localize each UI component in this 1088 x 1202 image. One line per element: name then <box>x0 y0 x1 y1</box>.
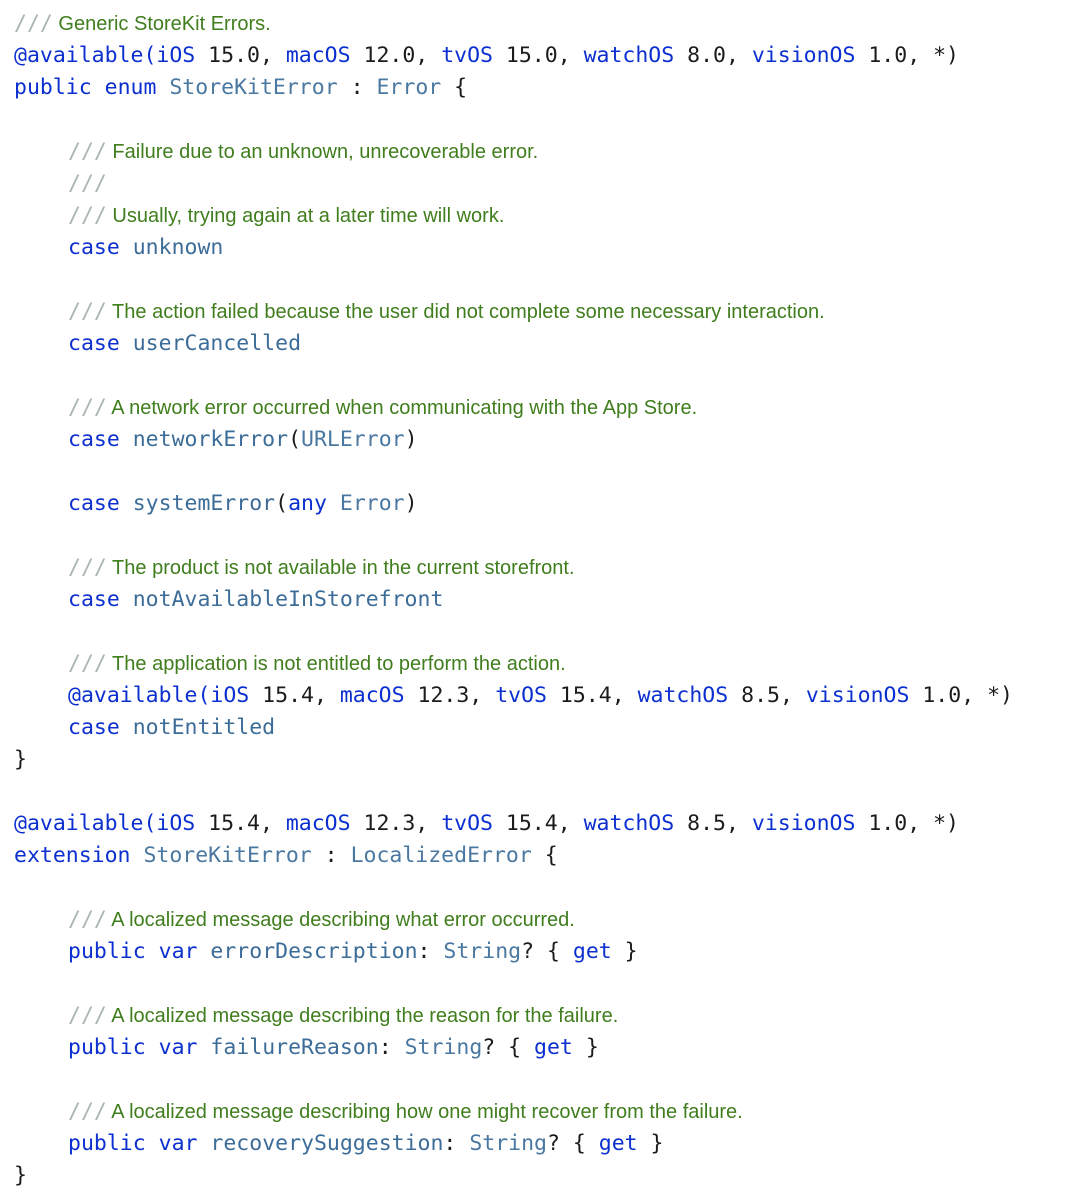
comment-slashes: /// <box>68 171 107 196</box>
case-keyword: case <box>68 331 120 356</box>
case-keyword: case <box>68 235 120 260</box>
getter-open: ? { <box>521 939 573 964</box>
getter-close: } <box>611 939 638 964</box>
platform-ios: iOS <box>156 811 196 836</box>
case-comment: A network error occurred when communicating with the App Store. <box>111 397 698 419</box>
public-keyword: public <box>68 1131 146 1156</box>
case-keyword: case <box>68 715 120 740</box>
available-attribute <box>14 680 1084 712</box>
get-keyword: get <box>572 939 612 964</box>
property-recovery-suggestion <box>14 1128 1084 1160</box>
doc-comment-line <box>14 296 1084 328</box>
open-paren: ( <box>288 427 302 452</box>
property-name: recoverySuggestion <box>210 1131 444 1156</box>
conformance-type: Error <box>376 75 442 100</box>
var-keyword: var <box>158 939 198 964</box>
enum-declaration <box>14 72 1084 104</box>
open-brace: { <box>441 75 468 100</box>
available-attribute <box>14 40 1084 72</box>
colon: : <box>417 939 444 964</box>
version-tvos: 15.4, <box>546 683 638 708</box>
case-unknown <box>14 232 1084 264</box>
open-brace: { <box>531 843 558 868</box>
getter-close: } <box>572 1035 599 1060</box>
comment-slashes: /// <box>68 139 107 164</box>
comment-slashes: /// <box>68 1099 107 1124</box>
platform-tvos: tvOS <box>441 43 493 68</box>
available-keyword: @available( <box>14 43 157 68</box>
case-keyword: case <box>68 587 120 612</box>
var-keyword: var <box>158 1131 198 1156</box>
case-name: networkError <box>132 427 289 452</box>
comment-slashes: /// <box>68 1003 107 1028</box>
case-user-cancelled <box>14 328 1084 360</box>
enum-name: StoreKitError <box>169 75 338 100</box>
colon: : <box>337 75 377 100</box>
version-visionos: 1.0, *) <box>855 811 959 836</box>
property-comment: A localized message describing how one might recover from the failure. <box>111 1101 743 1123</box>
platform-ios: iOS <box>156 43 196 68</box>
available-attribute <box>14 808 1084 840</box>
doc-comment-line <box>14 1000 1084 1032</box>
close-brace-line <box>14 1160 1084 1192</box>
header-comment: Generic StoreKit Errors. <box>58 13 271 35</box>
property-error-description <box>14 936 1084 968</box>
public-keyword: public <box>68 939 146 964</box>
open-paren: ( <box>275 491 289 516</box>
property-comment: A localized message describing what error occurred. <box>111 909 575 931</box>
platform-visionos: visionOS <box>751 811 856 836</box>
colon: : <box>378 1035 405 1060</box>
platform-macos: macOS <box>285 43 351 68</box>
extension-keyword: extension <box>14 843 131 868</box>
property-name: failureReason <box>210 1035 379 1060</box>
close-brace-line <box>14 744 1084 776</box>
case-name: userCancelled <box>132 331 302 356</box>
case-system-error <box>14 488 1084 520</box>
case-comment: The action failed because the user did not complete some necessary interaction. <box>112 301 825 323</box>
version-macos: 12.3, <box>404 683 496 708</box>
platform-macos: macOS <box>339 683 405 708</box>
version-ios: 15.4, <box>249 683 340 708</box>
version-visionos: 1.0, *) <box>855 43 959 68</box>
get-keyword: get <box>534 1035 573 1060</box>
any-keyword: any <box>288 491 327 516</box>
available-keyword: @available( <box>68 683 211 708</box>
platform-visionos: visionOS <box>751 43 856 68</box>
getter-open: ? { <box>546 1131 599 1156</box>
close-brace: } <box>14 747 27 772</box>
colon: : <box>443 1131 470 1156</box>
case-keyword: case <box>68 427 120 452</box>
public-keyword: public <box>68 1035 146 1060</box>
doc-comment-line <box>14 552 1084 584</box>
platform-macos: macOS <box>285 811 351 836</box>
comment-slashes: /// <box>68 555 107 580</box>
case-keyword: case <box>68 491 120 516</box>
case-comment: Usually, trying again at a later time will work. <box>112 205 505 227</box>
colon: : <box>311 843 351 868</box>
getter-open: ? { <box>482 1035 535 1060</box>
doc-comment-line <box>14 904 1084 936</box>
version-macos: 12.3, <box>350 811 442 836</box>
conformance-type: LocalizedError <box>350 843 532 868</box>
comment-slashes: /// <box>68 299 107 324</box>
comment-slashes: /// <box>68 395 107 420</box>
enum-keyword: enum <box>104 75 157 100</box>
code-listing <box>14 8 1084 1192</box>
platform-watchos: watchOS <box>637 683 729 708</box>
version-tvos: 15.4, <box>492 811 584 836</box>
version-visionos: 1.0, *) <box>909 683 1013 708</box>
doc-comment-line <box>14 392 1084 424</box>
close-paren: ) <box>404 427 418 452</box>
case-name: notAvailableInStorefront <box>132 587 444 612</box>
property-comment: A localized message describing the reason for the failure. <box>111 1005 619 1027</box>
version-watchos: 8.5, <box>728 683 806 708</box>
version-macos: 12.0, <box>350 43 442 68</box>
doc-comment-line <box>14 200 1084 232</box>
getter-close: } <box>637 1131 664 1156</box>
extension-declaration <box>14 840 1084 872</box>
property-type: String <box>404 1035 483 1060</box>
case-comment: Failure due to an unknown, unrecoverable error. <box>112 141 539 163</box>
close-paren: ) <box>404 491 418 516</box>
associated-type: URLError <box>301 427 405 452</box>
extended-type: StoreKitError <box>143 843 312 868</box>
version-watchos: 8.0, <box>674 43 752 68</box>
property-failure-reason <box>14 1032 1084 1064</box>
available-keyword: @available( <box>14 811 157 836</box>
doc-comment-line <box>14 136 1084 168</box>
case-name: systemError <box>132 491 276 516</box>
platform-ios: iOS <box>210 683 250 708</box>
property-name: errorDescription <box>210 939 418 964</box>
case-comment: The application is not entitled to perform the action. <box>112 653 566 675</box>
case-not-available-in-storefront <box>14 584 1084 616</box>
doc-comment-line <box>14 648 1084 680</box>
doc-comment-line <box>14 8 1084 40</box>
case-name: notEntitled <box>132 715 276 740</box>
case-name: unknown <box>132 235 224 260</box>
comment-slashes: /// <box>68 203 107 228</box>
comment-slashes: /// <box>68 651 107 676</box>
platform-tvos: tvOS <box>441 811 493 836</box>
close-brace: } <box>14 1163 27 1188</box>
platform-visionos: visionOS <box>805 683 910 708</box>
platform-watchos: watchOS <box>583 43 675 68</box>
platform-tvos: tvOS <box>495 683 547 708</box>
version-ios: 15.0, <box>195 43 286 68</box>
property-type: String <box>469 1131 547 1156</box>
case-not-entitled <box>14 712 1084 744</box>
doc-comment-line <box>14 1096 1084 1128</box>
var-keyword: var <box>158 1035 198 1060</box>
comment-slashes: /// <box>14 11 53 36</box>
doc-comment-line <box>14 168 1084 200</box>
public-keyword: public <box>14 75 92 100</box>
version-watchos: 8.5, <box>674 811 752 836</box>
property-type: String <box>443 939 522 964</box>
get-keyword: get <box>598 1131 638 1156</box>
version-ios: 15.4, <box>195 811 286 836</box>
associated-type: Error <box>339 491 405 516</box>
comment-slashes: /// <box>68 907 107 932</box>
version-tvos: 15.0, <box>492 43 584 68</box>
case-network-error <box>14 424 1084 456</box>
platform-watchos: watchOS <box>583 811 675 836</box>
case-comment: The product is not available in the current storefront. <box>112 557 575 579</box>
